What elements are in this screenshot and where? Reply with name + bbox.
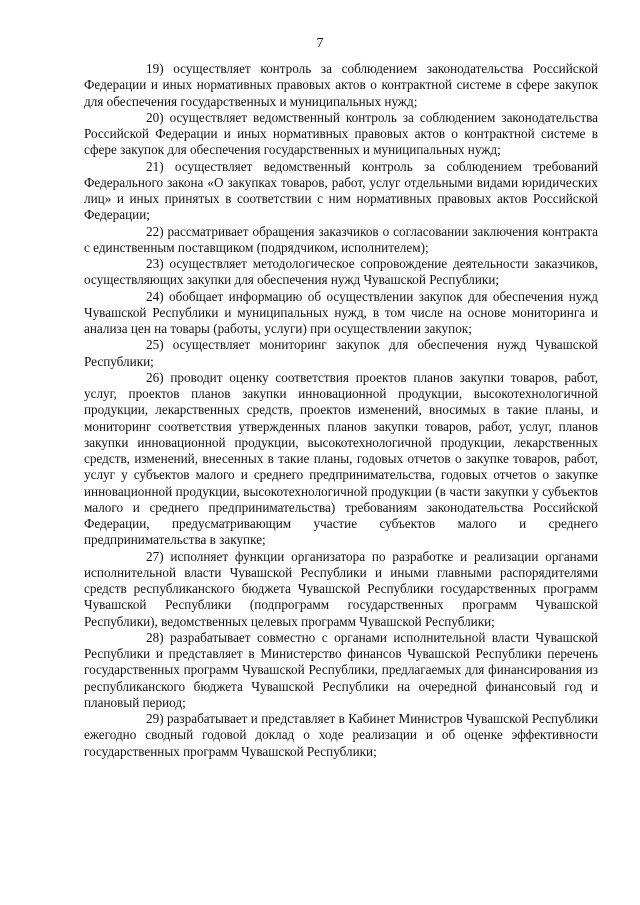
paragraph-23: 23) осуществляет методологическое сопровождение деятельности заказчиков, осуществляющих закупки для обеспечения нужд Чувашской Республики; bbox=[84, 256, 598, 288]
paragraph-28: 28) разрабатывает совместно с органами исполнительной власти Чувашской Республики и представляет в Министерство финансов Чувашской Республики перечень государственных программ Чувашской Республики, предлагаемых для финансирования из республиканского бюджета Чувашской Республики на очередной финансовый год и плановый период; bbox=[84, 629, 598, 710]
paragraph-27: 27) исполняет функции организатора по разработке и реализации органами исполнительной власти Чувашской Республики и иными главными распорядителями средств республиканского бюджета Чувашской Республики государственных программ Чувашской Республики (подпрограмм государственных программ Чувашской Республики), ведомственных целевых программ Чувашской Республики; bbox=[84, 548, 598, 629]
paragraph-26: 26) проводит оценку соответствия проектов планов закупки товаров, работ, услуг, проектов планов закупки инновационной продукции, высокотехнологичной продукции, лекарственных средств, проектов изменений, вносимых в такие планы, и мониторинг соответствия утвержденных планов закупки товаров, работ, услуг, планов закупки инновационной продукции, высокотехнологичной продукции, лекарственных средств, изменений, внесенных в такие планы, годовых отчетов о закупке товаров, работ, услуг у субъектов малого и среднего предпринимательства, годовых отчетов о закупке инновационной продукции, высокотехнологичной продукции (в части закупки у субъектов малого и среднего предпринимательства) требованиям законодательства Российской Федерации, предусматривающим участие субъектов малого и среднего предпринимательства в закупке; bbox=[84, 369, 598, 548]
paragraph-24: 24) обобщает информацию об осуществлении закупок для обеспечения нужд Чувашской Республики и муниципальных нужд, в том числе на основе мониторинга и анализа цен на товары (работы, услуги) при осуществлении закупок; bbox=[84, 288, 598, 336]
paragraph-29: 29) разрабатывает и представляет в Кабинет Министров Чувашской Республики ежегодно сводный годовой доклад о ходе реализации и об оценке эффективности государственных программ Чувашской Республики; bbox=[84, 711, 598, 759]
paragraph-19: 19) осуществляет контроль за соблюдением законодательства Российской Федерации и иных нормативных правовых актов о контрактной системе в сфере закупок для обеспечения государственных и муниципальных нужд; bbox=[84, 61, 598, 109]
page-number: 7 bbox=[316, 36, 324, 51]
paragraph-21: 21) осуществляет ведомственный контроль за соблюдением требований Федерального закона «О закупках товаров, работ, услуг отдельными видами юридических лиц» и иных принятых в соответствии с ним нормативных правовых актов Российской Федерации; bbox=[84, 158, 598, 223]
paragraph-20: 20) осуществляет ведомственный контроль за соблюдением законодательства Российской Федерации и иных нормативных правовых актов о контрактной системе в сфере закупок для обеспечения государственных и муниципальных нужд; bbox=[84, 109, 598, 158]
paragraph-22: 22) рассматривает обращения заказчиков о согласовании заключения контракта с единственным поставщиком (подрядчиком, исполнителем); bbox=[84, 223, 598, 255]
paragraph-25: 25) осуществляет мониторинг закупок для обеспечения нужд Чувашской Республики; bbox=[84, 337, 598, 369]
document-body bbox=[84, 61, 598, 760]
